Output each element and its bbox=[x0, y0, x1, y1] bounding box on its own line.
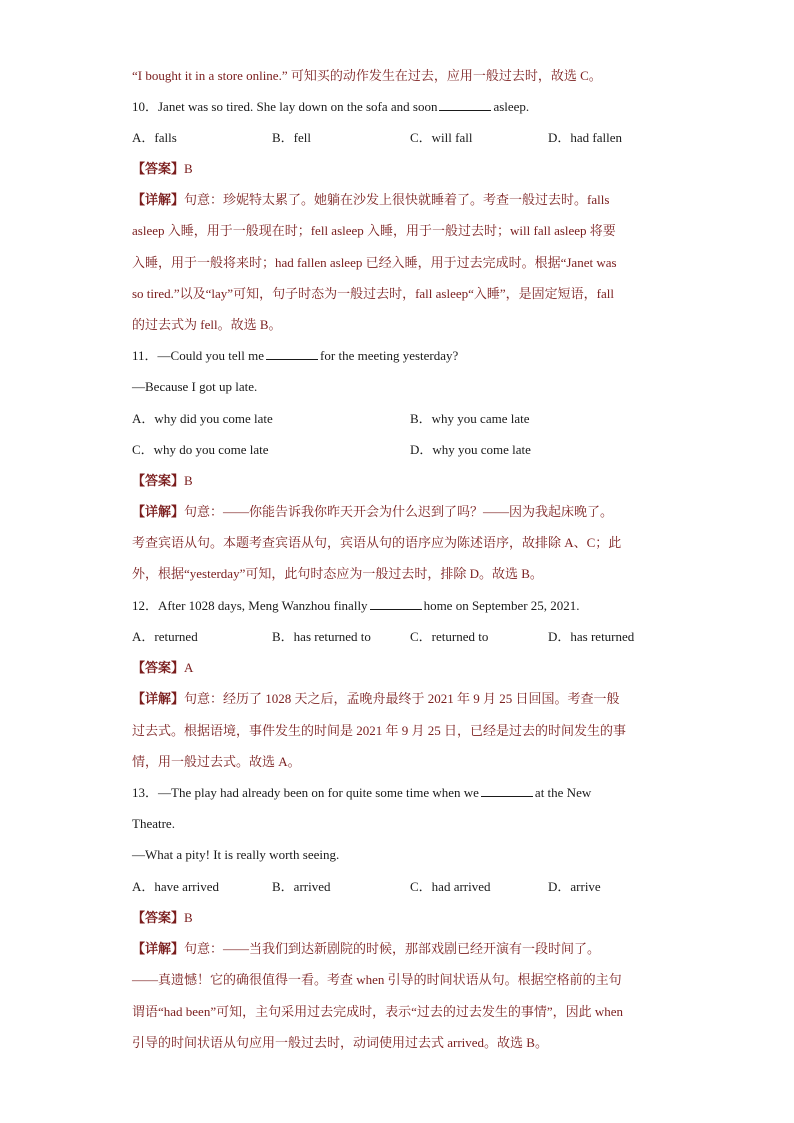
answer-tag: 【答案】 bbox=[132, 473, 185, 488]
q13-option-d: D．arrive bbox=[548, 879, 601, 894]
q13-explanation-4: 引导的时间状语从句应用一般过去时，动词使用过去式 arrived。故选 B。 bbox=[132, 1035, 548, 1050]
q11-stem bbox=[132, 347, 458, 365]
explanation-text: 句意：——你能告诉我你昨天开会为什么迟到了吗？——因为我起床晚了。 bbox=[184, 504, 614, 519]
q13-stem-2: Theatre. bbox=[132, 816, 175, 831]
q10-explanation-4: so tired.”以及“lay”可知，句子时态为一般过去时，fall asleep“入睡”，是固定短语，fall bbox=[132, 286, 614, 301]
q12-explanation-3: 情，用一般过去式。故选 A。 bbox=[132, 754, 301, 769]
answer-tag: 【答案】 bbox=[132, 660, 185, 675]
q13-option-a: A．have arrived bbox=[132, 879, 219, 894]
answer-tag: 【答案】 bbox=[132, 161, 185, 176]
q12-answer bbox=[132, 659, 193, 677]
q12-option-d: D．has returned bbox=[548, 629, 635, 644]
q10-explanation-3: 入睡，用于一般将来时；had fallen asleep 已经入睡，用于过去完成时。根据“Janet was bbox=[132, 255, 617, 270]
q13-option-b: B．arrived bbox=[272, 879, 331, 894]
q13-option-c: C．had arrived bbox=[410, 879, 491, 894]
explanation-tag: 【详解】 bbox=[132, 192, 185, 207]
q12-explanation-2: 过去式。根据语境，事件发生的时间是 2021 年 9 月 25 日，已经是过去的时间发生的事 bbox=[132, 723, 627, 738]
q11-option-d: D．why you come late bbox=[410, 442, 531, 457]
explanation-tag: 【详解】 bbox=[132, 504, 185, 519]
explanation-text: 句意：——当我们到达新剧院的时候，那部戏剧已经开演有一段时间了。 bbox=[184, 941, 601, 956]
q11-stem-text-a: 11．—Could you tell me bbox=[132, 348, 265, 363]
explanation-text: 句意：经历了 1028 天之后，孟晚舟最终于 2021 年 9 月 25 日回国。考查一般 bbox=[184, 691, 620, 706]
q12-stem-text-a: 12．After 1028 days, Meng Wanzhou finally bbox=[132, 598, 368, 613]
answer-value: B bbox=[184, 473, 193, 488]
q11-option-c: C．why do you come late bbox=[132, 442, 269, 457]
answer-tag: 【答案】 bbox=[132, 910, 185, 925]
explanation-tag: 【详解】 bbox=[132, 941, 185, 956]
answer-value: B bbox=[184, 910, 193, 925]
q12-option-b: B．has returned to bbox=[272, 629, 371, 644]
explanation-text: 句意：珍妮特太累了。她躺在沙发上很快就睡着了。考查一般过去时。falls bbox=[184, 192, 610, 207]
q10-explanation-1 bbox=[132, 191, 609, 209]
q12-blank bbox=[370, 597, 422, 610]
q10-stem-text-b: asleep. bbox=[493, 99, 530, 114]
q11-stem-2: —Because I got up late. bbox=[132, 379, 258, 394]
q11-explanation-3: 外，根据“yesterday”可知，此句时态应为一般过去时，排除 D。故选 B。 bbox=[132, 566, 543, 581]
q11-option-b: B．why you came late bbox=[410, 411, 530, 426]
q10-answer bbox=[132, 160, 193, 178]
q12-stem bbox=[132, 597, 580, 615]
q12-stem-text-b: home on September 25, 2021. bbox=[423, 598, 580, 613]
answer-value: B bbox=[184, 161, 193, 176]
q13-stem-3: —What a pity! It is really worth seeing. bbox=[132, 847, 340, 862]
q13-stem bbox=[132, 784, 591, 802]
q10-explanation-5: 的过去式为 fell。故选 B。 bbox=[132, 317, 282, 332]
q10-stem-text-a: 10．Janet was so tired. She lay down on the sofa and soon bbox=[132, 99, 438, 114]
q10-option-d: D．had fallen bbox=[548, 130, 623, 145]
q10-option-b: B．fell bbox=[272, 130, 311, 145]
q13-blank bbox=[481, 784, 533, 797]
q13-stem-text-a: 13．—The play had already been on for quite some time when we bbox=[132, 785, 479, 800]
q10-option-a: A．falls bbox=[132, 130, 177, 145]
q11-blank bbox=[266, 347, 318, 360]
q12-option-a: A．returned bbox=[132, 629, 198, 644]
q11-explanation-1 bbox=[132, 503, 613, 521]
q11-answer bbox=[132, 472, 193, 490]
q12-explanation-1 bbox=[132, 690, 620, 708]
answer-value: A bbox=[184, 660, 194, 675]
q13-explanation-2: ——真遗憾！它的确很值得一看。考查 when 引导的时间状语从句。根据空格前的主句 bbox=[132, 972, 622, 987]
q13-explanation-1 bbox=[132, 940, 600, 958]
q10-explanation-2: asleep 入睡，用于一般现在时；fell asleep 入睡，用于一般过去时；will fall asleep 将要 bbox=[132, 223, 616, 238]
explanation-tag: 【详解】 bbox=[132, 691, 185, 706]
q13-answer bbox=[132, 909, 193, 927]
q9-explanation-tail: “I bought it in a store online.” 可知买的动作发生在过去，应用一般过去时，故选 C。 bbox=[132, 68, 602, 83]
q10-stem bbox=[132, 98, 529, 116]
q10-option-c: C．will fall bbox=[410, 130, 473, 145]
q12-option-c: C．returned to bbox=[410, 629, 489, 644]
q13-explanation-3: 谓语“had been”可知，主句采用过去完成时，表示“过去的过去发生的事情”，因此 when bbox=[132, 1004, 624, 1019]
q13-stem-text-b: at the New bbox=[534, 785, 592, 800]
q11-stem-text-b: for the meeting yesterday? bbox=[320, 348, 459, 363]
q10-blank bbox=[439, 98, 491, 111]
q11-option-a: A．why did you come late bbox=[132, 411, 273, 426]
q11-explanation-2: 考查宾语从句。本题考查宾语从句，宾语从句的语序应为陈述语序，故排除 A、C；此 bbox=[132, 535, 622, 550]
